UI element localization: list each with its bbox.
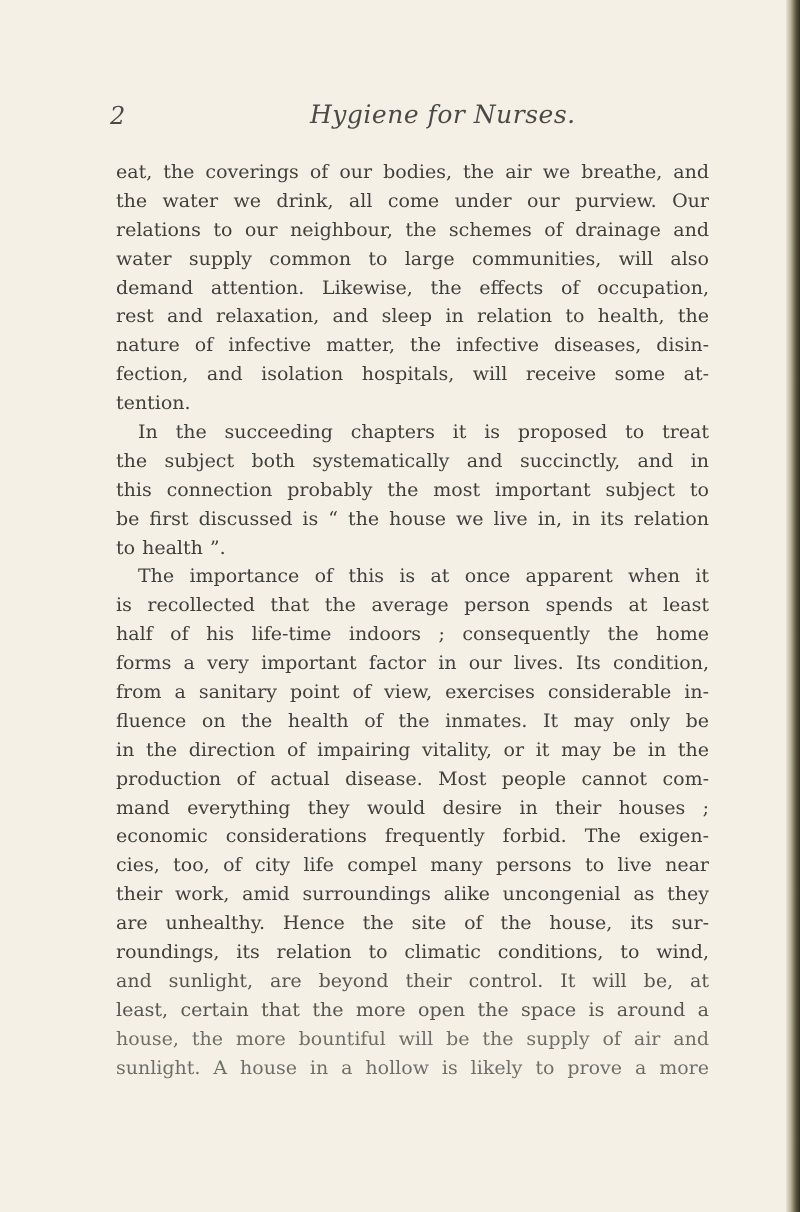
text-line: fluence on the health of the inmates. It may only be (116, 709, 709, 732)
text-line: economic considerations frequently forbid. The exigen- (116, 825, 709, 848)
text-line: fection, and isolation hospitals, will receive some at- (116, 363, 709, 386)
paragraph-start-line: In the succeeding chapters it is proposed to treat (138, 421, 709, 444)
text-line: mand everything they would desire in their houses ; (116, 796, 709, 819)
text-line: rest and relaxation, and sleep in relation to health, the (116, 305, 709, 328)
text-line: and sunlight, are beyond their control. It will be, at (116, 969, 709, 992)
text-line: this connection probably the most important subject to (116, 478, 709, 501)
text-line: from a sanitary point of view, exercises considerable in- (116, 681, 709, 704)
text-line: roundings, its relation to climatic conditions, to wind, (116, 941, 709, 964)
text-line: the subject both systematically and succinctly, and in (116, 449, 709, 472)
text-line: sunlight. A house in a hollow is likely to prove a more (116, 1056, 709, 1079)
running-head (110, 100, 710, 140)
text-line: tention. (116, 392, 191, 415)
text-line: production of actual disease. Most people cannot com- (116, 767, 709, 790)
text-line: cies, too, of city life compel many persons to live near (116, 854, 709, 877)
text-line: in the direction of impairing vitality, or it may be in the (116, 738, 709, 761)
text-line: to health ”. (116, 536, 226, 559)
text-line: water supply common to large communities, will also (116, 247, 709, 270)
paragraph-start-line: The importance of this is at once apparent when it (138, 565, 709, 588)
text-line: demand attention. Likewise, the effects of occupation, (116, 276, 709, 299)
text-line: forms a very important factor in our lives. Its condition, (116, 652, 709, 675)
running-title: Hygiene for Nurses. (310, 100, 576, 129)
text-line: half of his life-time indoors ; consequently the home (116, 623, 709, 646)
text-line: eat, the coverings of our bodies, the air we breathe, and (116, 161, 709, 183)
text-line: nature of infective matter, the infective diseases, disin- (116, 334, 709, 357)
text-line: least, certain that the more open the space is around a (116, 998, 709, 1021)
page-edge-shadow (786, 0, 800, 1212)
text-line: are unhealthy. Hence the site of the house, its sur- (116, 912, 709, 935)
text-line: house, the more bountiful will be the supply of air and (116, 1027, 709, 1050)
text-line: relations to our neighbour, the schemes of drainage and (116, 218, 709, 241)
text-line: be first discussed is “ the house we live in, in its relation (116, 507, 709, 530)
page-number: 2 (110, 102, 126, 130)
text-line: the water we drink, all come under our purview. Our (116, 189, 709, 212)
text-line: their work, amid surroundings alike uncongenial as they (116, 883, 709, 906)
body-text (116, 158, 709, 1083)
text-line: is recollected that the average person spends at least (116, 594, 709, 617)
